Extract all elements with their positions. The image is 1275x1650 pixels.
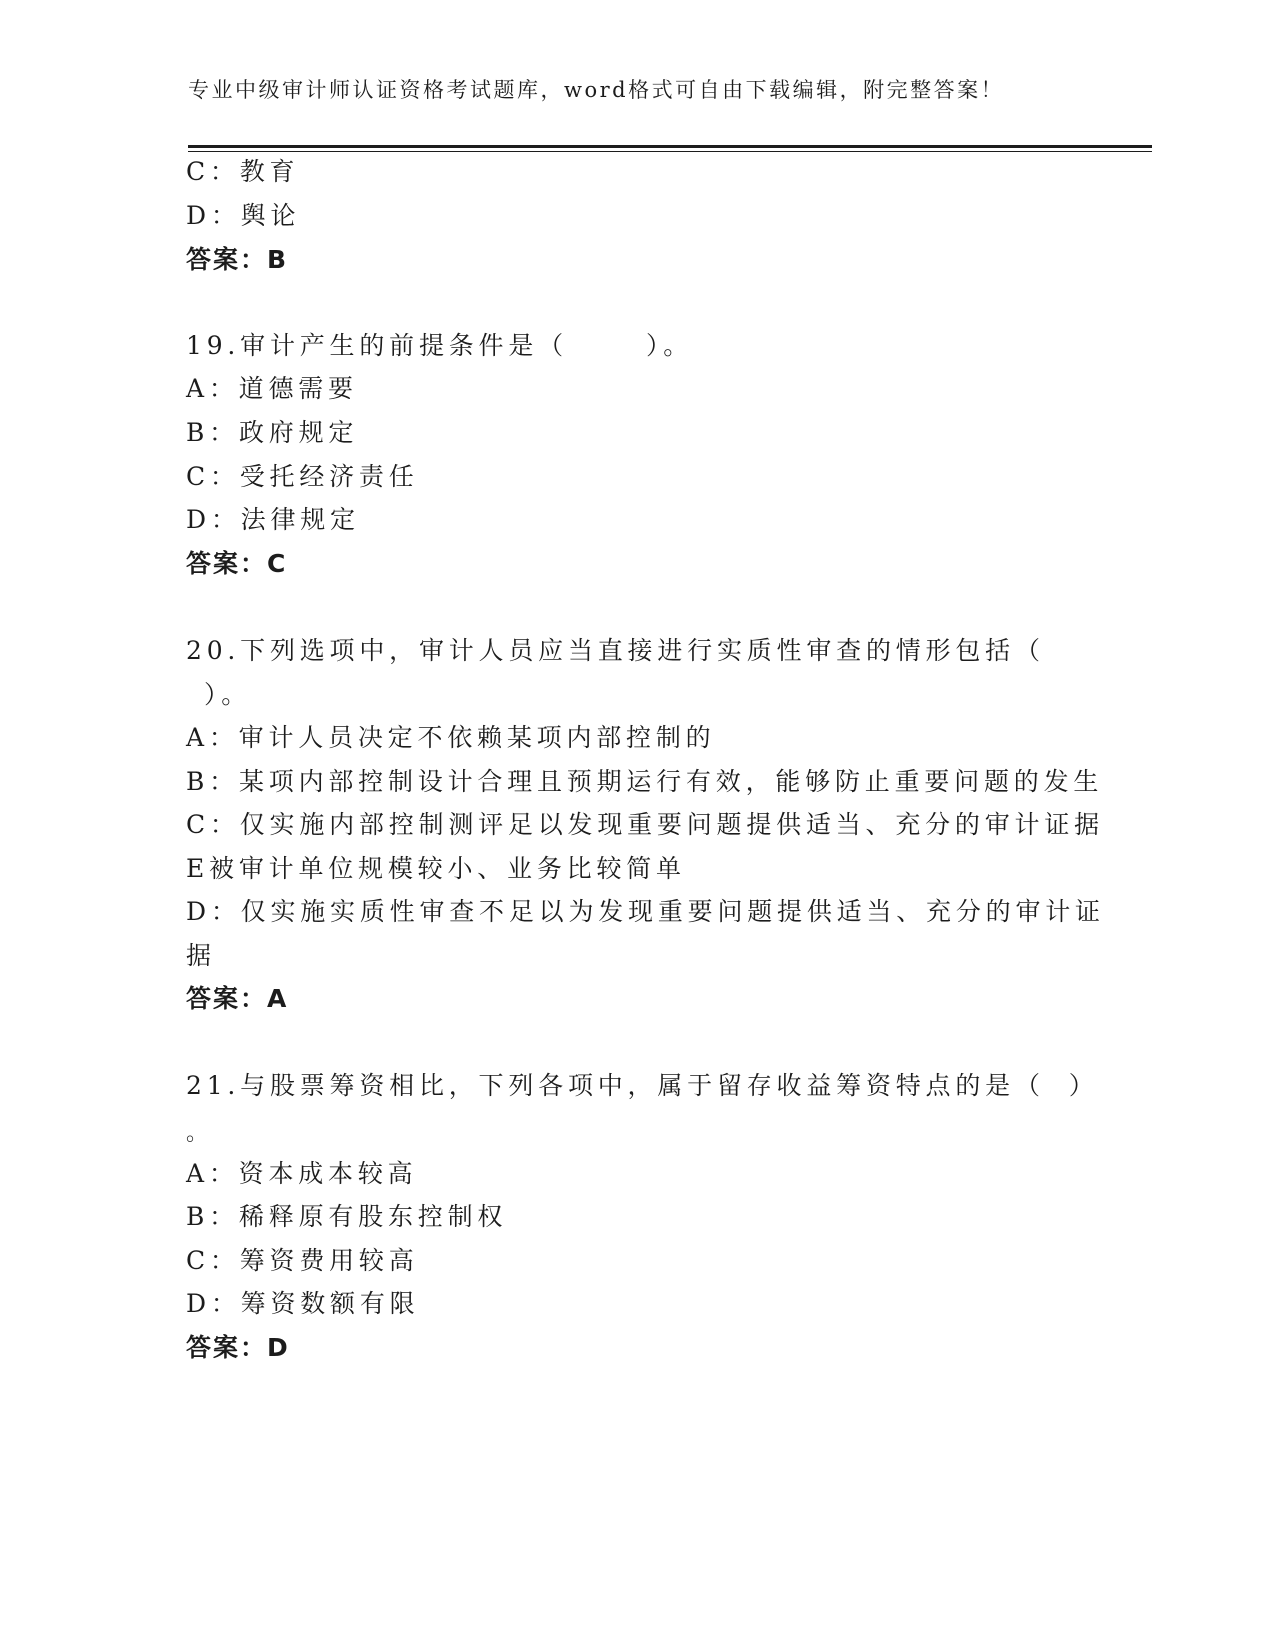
q20-stem-line2: ）。 [204, 680, 252, 709]
q21-answer: 答案：D [186, 1333, 290, 1362]
q20-option-d-line1: D：仅实施实质性审查不足以为发现重要问题提供适当、充分的审计证 [186, 897, 1105, 926]
header-rule-thin [188, 151, 1152, 152]
q21-option-d: D：筹资数额有限 [186, 1289, 420, 1318]
q20-option-a: A：审计人员决定不依赖某项内部控制的 [186, 723, 716, 752]
q18-option-c: C：教育 [186, 157, 300, 186]
q21-option-a: A：资本成本较高 [186, 1159, 418, 1188]
q20-option-c: C：仅实施内部控制测评足以发现重要问题提供适当、充分的审计证据 [186, 810, 1104, 839]
q19-stem-text: 19.审计产生的前提条件是（ [186, 331, 568, 360]
q19-option-b: B：政府规定 [186, 418, 359, 447]
page-header: 专业中级审计师认证资格考试题库，word格式可自由下载编辑，附完整答案！ [188, 78, 1005, 102]
q18-answer: 答案：B [186, 245, 289, 274]
q21-stem-text: 21.与股票筹资相比，下列各项中，属于留存收益筹资特点的是（ [186, 1071, 1045, 1100]
q19-stem [186, 330, 693, 362]
q21-stem-line2: 。 [186, 1121, 213, 1146]
q19-option-d: D：法律规定 [186, 505, 360, 534]
q21-stem-line1 [186, 1070, 1099, 1102]
q20-option-b: B：某项内部控制设计合理且预期运行有效，能够防止重要问题的发生 [186, 767, 1104, 796]
q19-option-a: A：道德需要 [186, 374, 358, 403]
q20-stem-line1: 20.下列选项中，审计人员应当直接进行实质性审查的情形包括（ [186, 636, 1045, 665]
q19-option-c: C：受托经济责任 [186, 462, 419, 491]
q20-option-e: E被审计单位规模较小、业务比较简单 [186, 854, 686, 883]
q19-answer: 答案：C [186, 549, 288, 578]
q20-answer: 答案：A [186, 984, 289, 1013]
q21-option-b: B：稀释原有股东控制权 [186, 1202, 508, 1231]
q19-stem-close: ）。 [645, 331, 694, 360]
header-rule-thick [188, 145, 1152, 148]
q18-option-d: D：舆论 [186, 201, 301, 230]
q21-option-c: C：筹资费用较高 [186, 1246, 419, 1275]
q21-stem-close: ） [1068, 1071, 1099, 1100]
q20-option-d-line2: 据 [186, 941, 216, 970]
